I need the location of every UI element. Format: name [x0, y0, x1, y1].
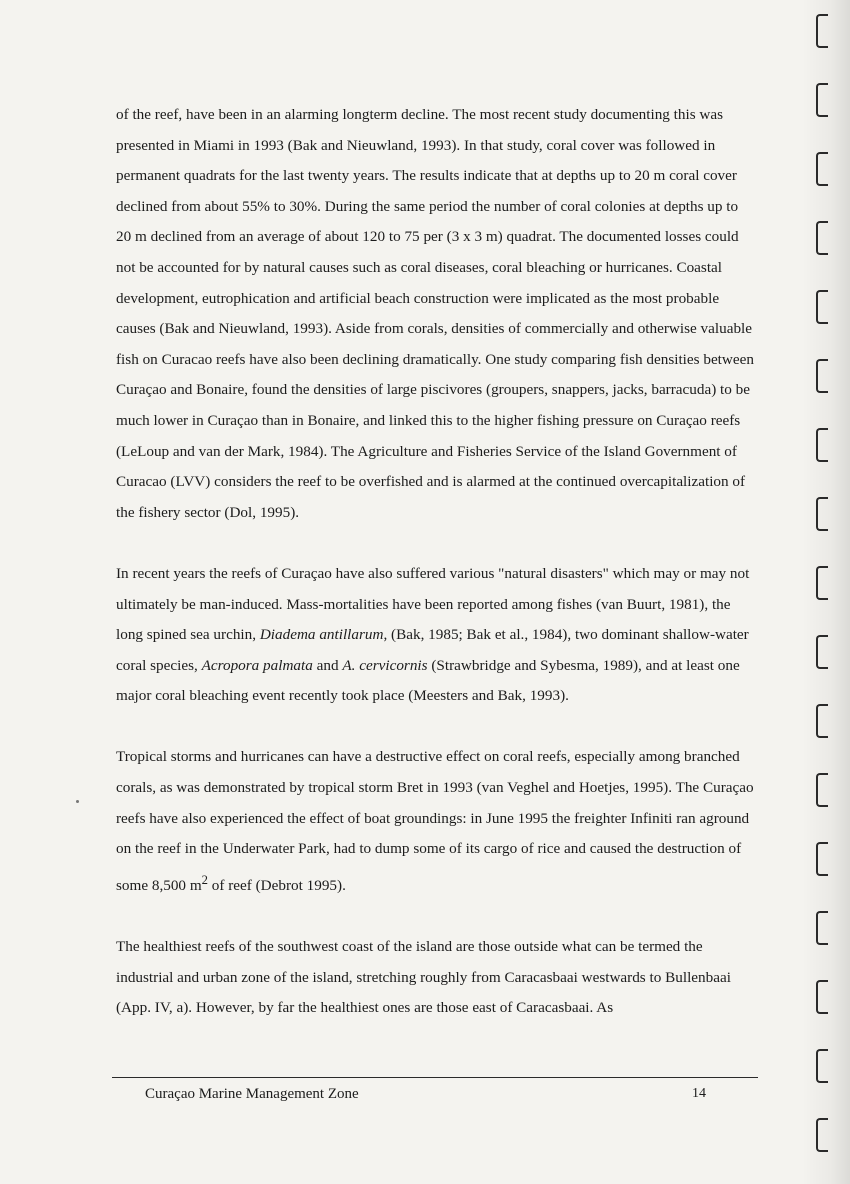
binding-ring	[816, 497, 828, 531]
superscript: 2	[201, 872, 208, 887]
species-name: Acropora palmata	[201, 656, 313, 674]
binding-ring	[816, 290, 828, 324]
text-run: of reef (Debrot 1995).	[207, 876, 346, 894]
text-run: The healthiest reefs of the southwest coast of the island are those outside what can be termed the industrial and urban zone of the island, stretching roughly from Caracasbaai westwards to Bullenbaai (App. IV, a). However, by far the healthiest ones are those east of Caracasbaai. As	[116, 938, 731, 1017]
binding-ring	[816, 221, 828, 255]
binding-ring	[816, 152, 828, 186]
binding-ring	[816, 428, 828, 462]
binding-ring	[816, 980, 828, 1014]
footer-title: Curaçao Marine Management Zone	[145, 1086, 359, 1102]
binding-ring	[816, 83, 828, 117]
binding-ring	[816, 635, 828, 669]
text-run: In recent years the reefs of Curaçao have also suffered various "natural disasters" which may or may not ultimately be man-induced. Mass-mortalities have been reported among fishes (van Buurt, 1981), the long spined sea urchin,	[116, 564, 750, 644]
binding-ring	[816, 842, 828, 876]
paragraph-storms-groundings	[116, 742, 756, 901]
binding-ring	[816, 14, 828, 48]
binding-ring	[816, 359, 828, 393]
binding-ring	[816, 566, 828, 600]
paragraph-reef-decline	[116, 100, 756, 528]
footer-divider	[112, 1077, 758, 1078]
paragraph-natural-disasters	[116, 559, 756, 712]
binding-ring	[816, 773, 828, 807]
text-run: and	[312, 656, 343, 674]
paragraph-healthiest-reefs	[116, 932, 756, 1024]
page-number: 14	[692, 1086, 706, 1101]
body-text	[116, 100, 756, 1054]
binding-ring	[816, 1049, 828, 1083]
text-run: of the reef, have been in an alarming longterm decline. The most recent study documenting this was presented in Miami in 1993 (Bak and Nieuwland, 1993). In that study, coral cover was followed in permanent quadrats for the last twenty years. The results indicate that at depths up to 20 m coral cover declined from about 55% to 30%. During the same period the number of coral colonies at depths up to 20 m declined from an average of about 120 to 75 per (3 x 3 m) quadrat. The documented losses could not be accounted for by natural causes such as coral diseases, coral bleaching or hurricanes. Coastal development, eutrophication and artificial beach construction were implicated as the most probable causes (Bak and Nieuwland, 1993). Aside from corals, densities of commercially and otherwise valuable fish on Curacao reefs have also been declining dramatically. One study comparing fish densities between Curaçao and Bonaire, found the densities of large piscivores (groupers, snappers, jacks, barracuda) to be much lower in Curaçao than in Bonaire, and linked this to the higher fishing pressure on Curaçao reefs (LeLoup and van der Mark, 1984). The Agriculture and Fisheries Service of the Island Government of Curacao (LVV) considers the reef to be overfished and is alarmed at the continued overcapitalization of the fishery sector (Dol, 1995).	[116, 106, 754, 521]
species-name: A. cervicornis	[342, 656, 428, 674]
text-run: Tropical storms and hurricanes can have a destructive effect on coral reefs, especially among branched corals, as was demonstrated by tropical storm Bret in 1993 (van Veghel and Hoetjes, 1995). The Curaçao reefs have also experienced the effect of boat groundings: in June 1995 the freighter Infiniti ran aground on the reef in the Underwater Park, had to dump some of its cargo of rice and caused the destruction of some 8,500 m	[116, 748, 754, 894]
text-run: (Strawbridge and Sybesma, 1989), and at least one major coral bleaching event recently took place (Meesters and Bak, 1993).	[116, 656, 740, 705]
paper-speck	[76, 800, 79, 803]
species-name: Diadema antillarum	[259, 626, 384, 644]
text-run: , (Bak, 1985; Bak et al., 1984), two dominant shallow-water coral species,	[116, 626, 749, 674]
binding-ring	[816, 911, 828, 945]
binding-ring	[816, 1118, 828, 1152]
binding-ring	[816, 704, 828, 738]
